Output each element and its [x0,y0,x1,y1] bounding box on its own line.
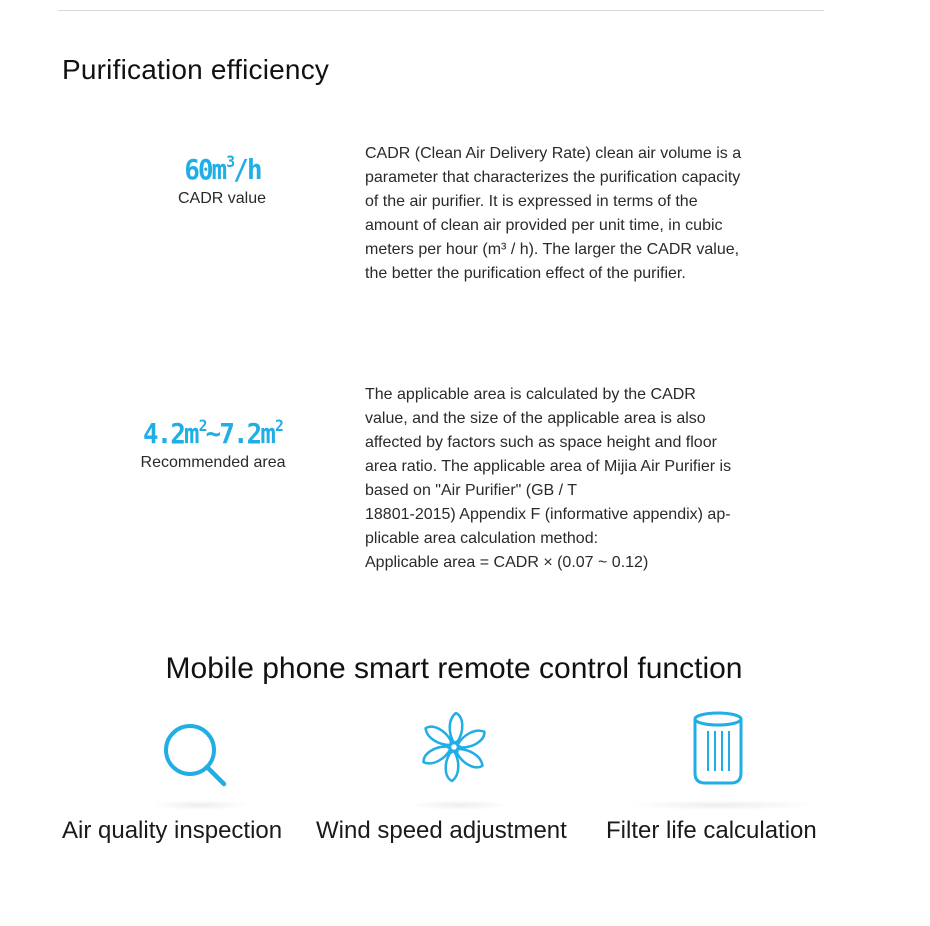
section-title: Purification efficiency [62,54,330,85]
feature-filter-life [680,705,756,787]
cadr-stat [140,152,304,208]
icon-shadow [150,800,250,810]
search-icon [150,705,240,791]
area-description: The applicable area is calculated by the CADR value, and the size of the applicable area is also affected by factors such as space height and floor area ratio. The applicable area of Mijia Air Purifier is based on "Air Purifier" (GB / T 18801-2015) Appendix F (informative appendix) ap- plicable area calculation method: Applicable area = CADR × (0.07 ~ 0.12) [365,386,732,571]
cadr-label: CADR value [177,190,267,207]
icon-shadow [410,800,510,810]
feature-air-quality [150,705,240,791]
fan-icon [408,705,498,785]
feature-label-filter-life: Filter life calculation [606,817,817,844]
filter-icon [680,705,756,787]
top-divider [58,10,824,11]
area-value: $4.2m^2\sim 7.2m^2$ [143,416,283,450]
area-stat [120,416,306,472]
cadr-description: CADR (Clean Air Delivery Rate) clean air volume is a parameter that characterizes the purification capacity of the air purifier. It is expressed in terms of the amount of clean air provided per unit time, in cubic meters per hour (m³ / h). The larger the CADR value, the better the purification effect of the purifier. [365,145,742,282]
mobile-section-title: Mobile phone smart remote control function [165,652,743,685]
area-label: Recommended area [140,454,286,471]
feature-wind-speed [408,705,498,785]
feature-label-air-quality: Air quality inspection [62,817,283,844]
cadr-value: $60m^3/h$ [183,152,261,186]
feature-label-wind-speed: Wind speed adjustment [316,817,567,844]
icon-shadow [626,800,816,810]
